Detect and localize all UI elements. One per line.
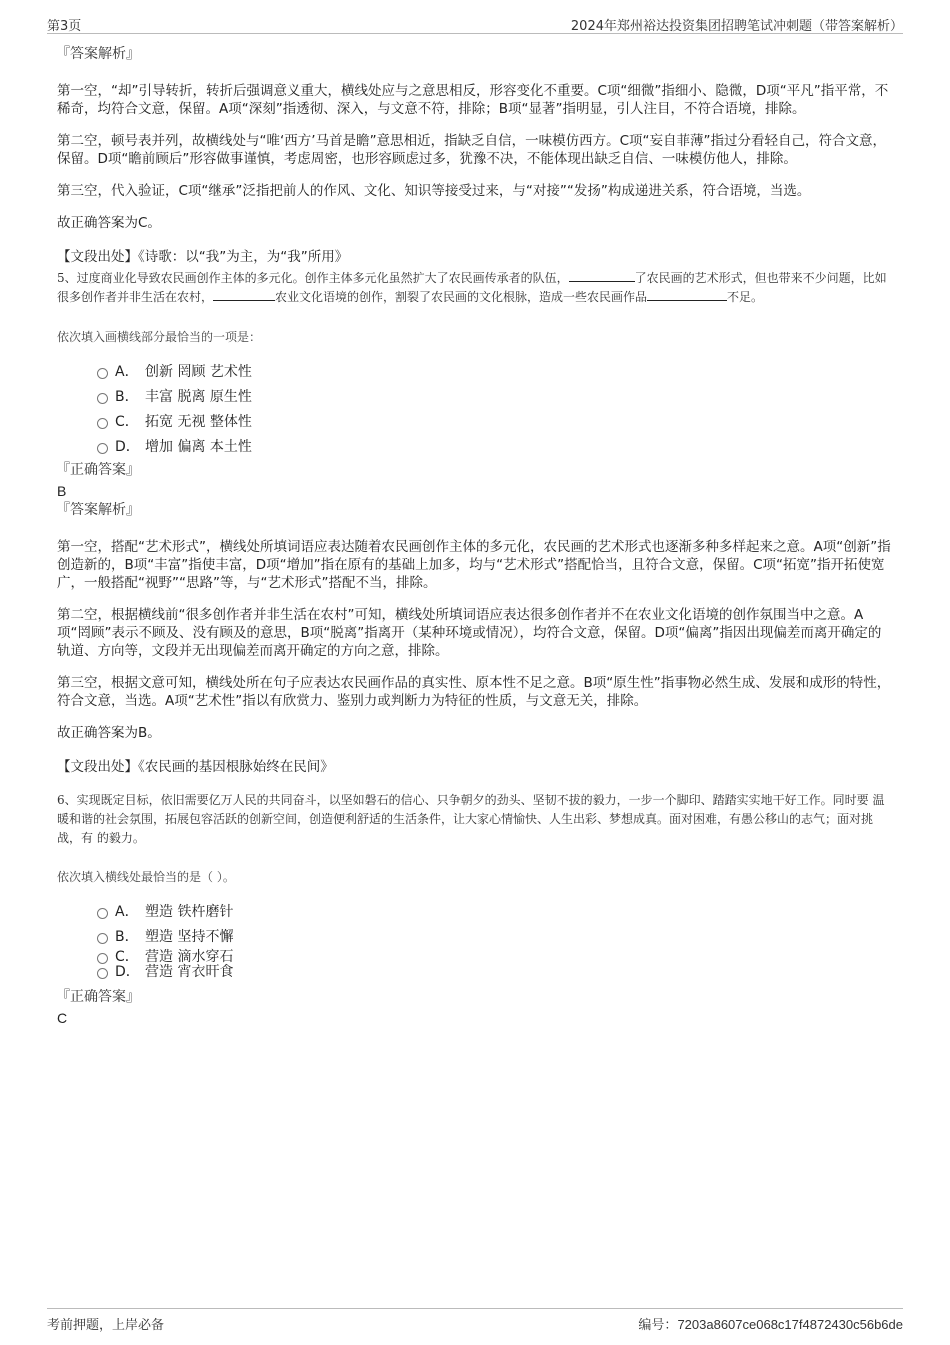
- correct-answer: C: [57, 1010, 68, 1026]
- analysis-paragraph: 第三空，代入验证，C项“继承”泛指把前人的作风、文化、知识等接受过来，与“对接”“发扬”构成递进关系，符合语境，当选。: [57, 183, 811, 199]
- option-c[interactable]: C． 拓宽 无视 整体性: [97, 410, 903, 435]
- radio-button[interactable]: [97, 968, 108, 979]
- analysis-label: 『答案解析』: [56, 46, 140, 62]
- radio-button[interactable]: [97, 908, 108, 919]
- page-footer: [47, 1308, 903, 1333]
- analysis-paragraph: 第二空，顿号表并列，故横线处与“唯‘西方’马首是瞻”意思相近，指缺乏自信，一味模仿西方。C项“妄自菲薄”指过分看轻自己，符合文意，保留。D项“瞻前顾后”形容做事谨慎，考虑周密，也形容顾虑过多，犹豫不决，不能体现出缺乏自信、一味模仿他人，排除。: [57, 133, 886, 167]
- question-5-text: 5、过度商业化导致农民画创作主体的多元化。创作主体多元化虽然扩大了农民画传承者的队伍， 了农民画的艺术形式，但也带来不少问题，比如很多创作者并非生活在农村， 农业文化语境的创作，割裂了农民画的文化根脉，造成一些农民画作品 不足。: [57, 271, 887, 304]
- question-prompt: 依次填入横线处最恰当的是（ ）。: [57, 870, 235, 884]
- option-b[interactable]: B． 丰富 脱离 原生性: [97, 385, 903, 410]
- analysis-conclusion: 故正确答案为C。: [57, 215, 161, 231]
- passage-source: 【文段出处】《农民画的基因根脉始终在民间》: [57, 759, 334, 775]
- correct-answer-label: 『正确答案』: [56, 989, 140, 1005]
- analysis-paragraph: 第一空，“却”引导转折，转折后强调意义重大，横线处应与之意思相反，形容变化不重要。C项“细微”指细小、隐微，D项“平凡”指平常，不稀奇，均符合文意，保留。A项“深刻”指透彻、深入，与文意不符，排除；B项“显著”指明显，引人注目，不符合语境，排除。: [57, 83, 889, 117]
- radio-button[interactable]: [97, 443, 108, 454]
- page-number: 第3页: [47, 19, 82, 34]
- option-d[interactable]: D． 增加 偏离 本土性: [97, 435, 903, 460]
- analysis-paragraph: 第一空，搭配“艺术形式”，横线处所填词语应表达随着农民画创作主体的多元化，农民画的艺术形式也逐渐多种多样起来之意。A项“创新”指创造新的，B项“丰富”指使丰富，D项“增加”指在原有的基础上加多，均与“艺术形式”搭配恰当，且符合文意，保留。C项“拓宽”指开拓使宽广，一般搭配“视野”“思路”等，与“艺术形式”搭配不当，排除。: [57, 539, 891, 591]
- question-prompt: 依次填入画横线部分最恰当的一项是：: [57, 330, 262, 344]
- question-5-options: [97, 360, 903, 460]
- answer-blank: [569, 269, 635, 282]
- radio-button[interactable]: [97, 933, 108, 944]
- analysis-label: 『答案解析』: [56, 502, 140, 518]
- answer-blank: [647, 288, 727, 301]
- analysis-paragraph: 第二空，根据横线前“很多创作者并非生活在农村”可知，横线处所填词语应表达很多创作者并不在农业文化语境的创作氛围当中之意。A项“罔顾”表示不顾及、没有顾及的意思，B项“脱离”指离开（某种环境或情况），均符合文意，保留。D项“偏离”指因出现偏差而离开确定的轨道、方向等，文段并无出现偏差而离开确定的方向之意，排除。: [57, 607, 882, 659]
- question-6-options: [97, 900, 903, 987]
- document-code: 编号：7203a8607ce068c17f4872430c56b6de: [638, 1317, 903, 1333]
- correct-answer: B: [57, 483, 67, 499]
- option-b[interactable]: B． 塑造 坚持不懈: [97, 925, 903, 950]
- question-6-text: 6、实现既定目标，依旧需要亿万人民的共同奋斗，以坚如磐石的信心、只争朝夕的劲头、坚韧不拔的毅力，一步一个脚印、踏踏实实地干好工作。同时要 温暖和谐的社会氛围，拓展包容活跃的创新空间，创造便利舒适的生活条件，让大家心情愉快、人生出彩、梦想成真。面对困难，有愚公移山的志气；面对挑战，有 的毅力。: [57, 793, 885, 845]
- analysis-conclusion: 故正确答案为B。: [57, 725, 161, 741]
- document-title: 2024年郑州裕达投资集团招聘笔试冲刺题（带答案解析）: [570, 19, 903, 34]
- page-header: [47, 13, 903, 34]
- radio-button[interactable]: [97, 393, 108, 404]
- analysis-paragraph: 第三空，根据文意可知，横线处所在句子应表达农民画作品的真实性、原本性不足之意。B项“原生性”指事物必然生成、发展和成形的特性，符合文意，当选。A项“艺术性”指以有欣赏力、鉴别力或判断力为特征的性质，与文意无关，排除。: [57, 675, 891, 709]
- footer-slogan: 考前押题，上岸必备: [47, 1318, 165, 1333]
- option-a[interactable]: A． 创新 罔顾 艺术性: [97, 360, 903, 385]
- document-body: [47, 44, 903, 1027]
- radio-button[interactable]: [97, 368, 108, 379]
- option-d[interactable]: D． 营造 宵衣旰食: [97, 965, 903, 987]
- passage-source: 【文段出处】《诗歌：以“我”为主，为“我”所用》: [57, 249, 349, 265]
- correct-answer-label: 『正确答案』: [56, 462, 140, 478]
- radio-button[interactable]: [97, 953, 108, 964]
- option-a[interactable]: A． 塑造 铁杵磨针: [97, 900, 903, 925]
- option-c[interactable]: C． 营造 滴水穿石: [97, 950, 903, 965]
- radio-button[interactable]: [97, 418, 108, 429]
- answer-blank: [213, 288, 275, 301]
